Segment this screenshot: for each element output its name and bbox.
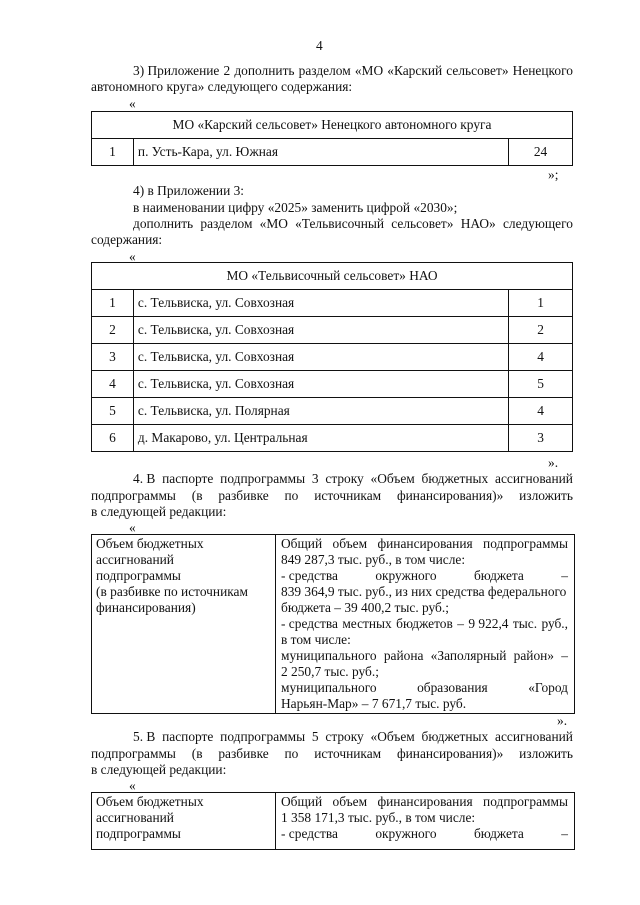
word: окружного: [375, 568, 437, 583]
s4-line3: [133, 216, 573, 232]
word: - средства: [281, 616, 338, 631]
row-value: 24: [509, 139, 573, 166]
s3-open-quote: «: [129, 96, 136, 111]
word: ассигнований: [495, 471, 573, 486]
word: –: [561, 648, 568, 663]
word: ассигнований: [495, 729, 573, 744]
telvisochny-table: [91, 262, 573, 452]
p5-line3: в следующей редакции:: [91, 762, 227, 777]
row-value: 5: [509, 371, 573, 398]
word: тыс.: [512, 616, 538, 631]
word: финансирования)»: [396, 746, 504, 761]
word: финансирования: [377, 794, 473, 809]
cell-line: ассигнований: [96, 552, 174, 567]
word: разделом: [298, 63, 351, 78]
cell-line: бюджета – 39 400,2 тыс. руб.;: [281, 600, 449, 615]
row-number: 2: [92, 317, 134, 344]
word: подпрограммы: [91, 746, 176, 761]
word: «Заполярный: [430, 648, 507, 663]
row-address: д. Макарово, ул. Центральная: [133, 425, 508, 452]
word: подпрограммы: [220, 729, 306, 744]
word: «Объем: [370, 471, 415, 486]
p5-line1: [133, 729, 573, 745]
word: разбивке: [218, 746, 269, 761]
word: источникам: [314, 746, 382, 761]
row-address: с. Тельвиска, ул. Совхозная: [133, 290, 508, 317]
p4-line1: [133, 471, 573, 487]
table-row: [92, 344, 573, 371]
word: (в: [191, 746, 203, 761]
row-address: с. Тельвиска, ул. Полярная: [133, 398, 508, 425]
row-number: 1: [92, 139, 134, 166]
word: образования: [417, 680, 488, 695]
table-header: МО «Карский сельсовет» Ненецкого автономного круга: [92, 112, 573, 139]
word: сельсовет»: [446, 63, 509, 78]
s4-line2: в наименовании цифру «2025» заменить цифрой «2030»;: [133, 200, 458, 215]
word: дополнить: [133, 216, 194, 231]
cell-line: 1 358 171,3 тыс. руб., в том числе:: [281, 810, 476, 825]
word: источникам: [314, 488, 382, 503]
word: следующего: [502, 216, 573, 231]
word: - средства: [281, 826, 338, 841]
cell-line: 839 364,9 тыс. руб., из них средства федерального: [281, 584, 567, 599]
p5-left-cell: [96, 794, 272, 842]
word: - средства: [281, 568, 338, 583]
row-value: 4: [509, 344, 573, 371]
cell-line: подпрограммы: [96, 568, 181, 583]
table-header-row: [92, 112, 573, 139]
word: «Тельвисочный: [295, 216, 385, 231]
p4-open-quote: «: [129, 520, 136, 535]
word: «МО: [259, 216, 288, 231]
s3-close: »;: [548, 167, 559, 182]
word: подпрограммы: [220, 471, 306, 486]
word: «Объем: [370, 729, 415, 744]
word: района: [383, 648, 424, 663]
word: руб.,: [541, 616, 568, 631]
word: бюджета: [473, 568, 524, 583]
word: муниципального: [281, 648, 377, 663]
word: по: [284, 746, 299, 761]
word: объем: [332, 794, 368, 809]
cell-line: [281, 536, 568, 552]
cell-line: [281, 794, 568, 810]
row-value: 3: [509, 425, 573, 452]
table-row: [92, 139, 573, 166]
table-row: [92, 317, 573, 344]
row-number: 3: [92, 344, 134, 371]
row-number: 4: [92, 371, 134, 398]
word: строку: [325, 471, 364, 486]
table-header: МО «Тельвисочный сельсовет» НАО: [92, 263, 573, 290]
word: сельсовет»: [391, 216, 454, 231]
word: (в: [191, 488, 203, 503]
page-number: 4: [316, 38, 323, 53]
word: бюджета: [473, 826, 524, 841]
cell-line: [281, 648, 568, 664]
word: НАО»: [460, 216, 496, 231]
cell-line: 2 250,7 тыс. руб.;: [281, 664, 379, 679]
word: –: [457, 616, 464, 631]
p4-close: ».: [557, 713, 568, 728]
word: –: [561, 568, 568, 583]
s4-line1: 4) в Приложении 3:: [133, 183, 245, 198]
word: Ненецкого: [512, 63, 573, 78]
word: объем: [332, 536, 368, 551]
cell-line: 849 287,3 тыс. руб., в том числе:: [281, 552, 466, 567]
word: 5. В: [133, 729, 156, 744]
row-value: 4: [509, 398, 573, 425]
table-row: [92, 398, 573, 425]
cell-line: Объем бюджетных: [96, 794, 204, 809]
cell-line: в том числе:: [281, 632, 351, 647]
word: 3) Приложение: [133, 63, 220, 78]
cell-line: [281, 568, 568, 584]
p4-line2: [91, 488, 573, 504]
word: –: [561, 826, 568, 841]
word: разбивке: [218, 488, 269, 503]
s4-close: ».: [548, 455, 559, 470]
word: подпрограммы: [483, 536, 568, 551]
p5-open-quote: «: [129, 778, 136, 793]
row-address: с. Тельвиска, ул. Совхозная: [133, 317, 508, 344]
word: паспорте: [162, 729, 214, 744]
word: местных: [342, 616, 392, 631]
word: 3: [311, 471, 319, 486]
word: строку: [325, 729, 364, 744]
row-value: 1: [509, 290, 573, 317]
cell-line: [281, 616, 568, 632]
s3-line2: автономного круга» следующего содержания:: [91, 79, 353, 94]
p5-right-cell: [281, 794, 568, 842]
word: бюджетов: [396, 616, 453, 631]
word: «Город: [528, 680, 568, 695]
cell-line: подпрограммы: [96, 826, 181, 841]
cell-line: Нарьян-Мар» – 7 671,7 тыс. руб.: [281, 696, 467, 711]
word: изложить: [519, 488, 573, 503]
s3-line1: [133, 63, 573, 79]
cell-line: (в разбивке по источникам: [96, 584, 248, 599]
word: окружного: [375, 826, 437, 841]
word: 2: [223, 63, 231, 78]
word: финансирования)»: [396, 488, 504, 503]
p5-column-divider: [275, 792, 276, 849]
p4-column-divider: [275, 534, 276, 713]
row-number: 6: [92, 425, 134, 452]
word: 9 922,4: [468, 616, 509, 631]
cell-line: финансирования): [96, 600, 196, 615]
word: подпрограммы: [91, 488, 176, 503]
cell-line: [281, 680, 568, 696]
row-number: 5: [92, 398, 134, 425]
cell-line: [281, 826, 568, 842]
p5-line2: [91, 746, 573, 762]
row-address: с. Тельвиска, ул. Совхозная: [133, 371, 508, 398]
word: изложить: [519, 746, 573, 761]
word: «МО: [354, 63, 384, 78]
word: 4. В: [133, 471, 156, 486]
table-row: [92, 290, 573, 317]
table-row: [92, 425, 573, 452]
row-address: п. Усть-Кара, ул. Южная: [133, 139, 508, 166]
table-row: [92, 371, 573, 398]
word: подпрограммы: [483, 794, 568, 809]
cell-line: ассигнований: [96, 810, 174, 825]
word: паспорте: [162, 471, 214, 486]
word: дополнить: [234, 63, 295, 78]
word: бюджетных: [421, 729, 489, 744]
word: Общий: [281, 794, 323, 809]
word: Общий: [281, 536, 323, 551]
word: по: [284, 488, 299, 503]
p4-right-cell: [281, 536, 568, 712]
word: разделом: [200, 216, 253, 231]
word: бюджетных: [421, 471, 489, 486]
word: район»: [513, 648, 555, 663]
row-number: 1: [92, 290, 134, 317]
cell-line: Объем бюджетных: [96, 536, 204, 551]
s4-open-quote: «: [129, 249, 136, 264]
word: 5: [311, 729, 319, 744]
table-header-row: [92, 263, 573, 290]
word: муниципального: [281, 680, 377, 695]
karsky-table: [91, 111, 573, 166]
word: финансирования: [377, 536, 473, 551]
s4-line4: содержания:: [91, 232, 163, 247]
row-address: с. Тельвиска, ул. Совхозная: [133, 344, 508, 371]
p4-line3: в следующей редакции:: [91, 504, 227, 519]
p4-left-cell: [96, 536, 272, 616]
row-value: 2: [509, 317, 573, 344]
word: «Карский: [387, 63, 443, 78]
